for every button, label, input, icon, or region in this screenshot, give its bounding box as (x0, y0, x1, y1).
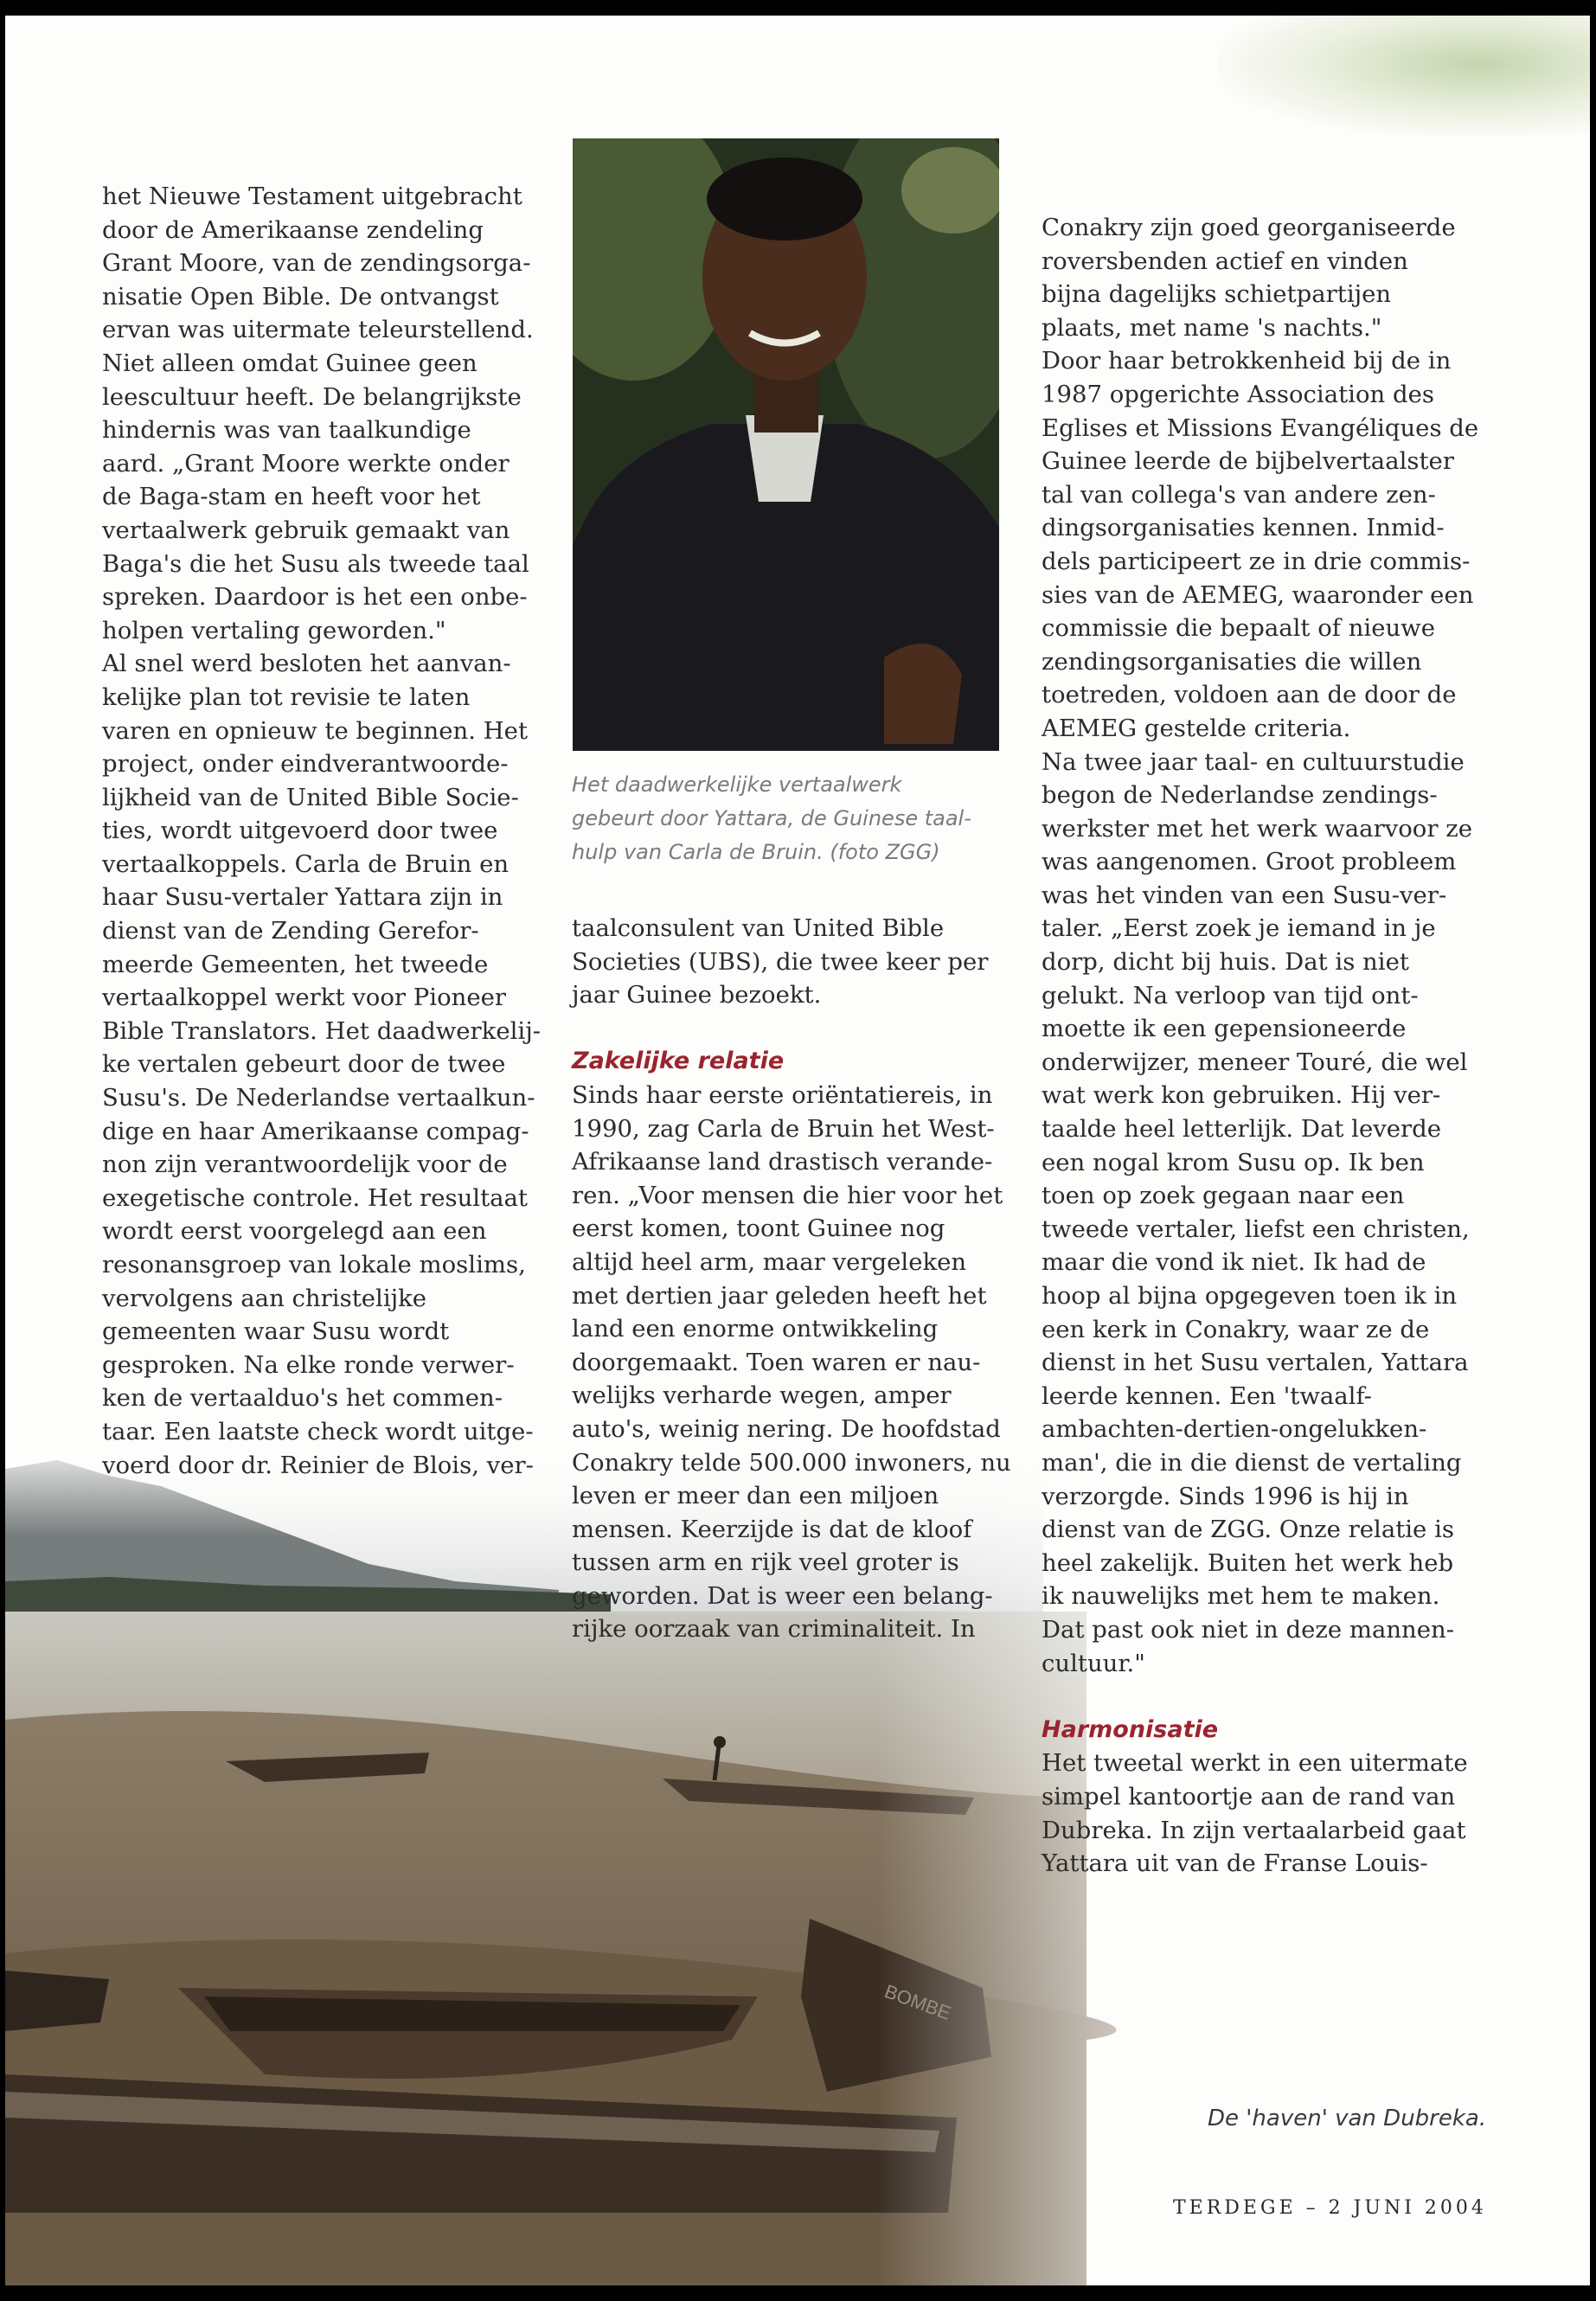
column-3-line: bijna dagelijks schietpartijen (1042, 280, 1392, 309)
column-3-line: dienst in het Susu vertalen, Yattara (1042, 1349, 1469, 1377)
paragraph-gap (1042, 1680, 1478, 1714)
column-1-line: Bible Translators. Het daadwerkelij- (102, 1016, 542, 1045)
column-1-line: resonansgroep van lokale moslims, (102, 1251, 526, 1279)
column-2-line: Sinds haar eerste oriëntatiereis, in (572, 1080, 993, 1109)
column-3-line: tweede vertaler, liefst een christen, (1042, 1215, 1470, 1243)
column-2-line: altijd heel arm, maar vergeleken (572, 1247, 967, 1276)
column-3-line: 1987 opgerichte Association des (1042, 380, 1434, 408)
column-2-line: Societies (UBS), die twee keer per (572, 947, 989, 976)
column-1-line: door de Amerikaanse zendeling (102, 215, 484, 244)
column-1-line: meerde Gemeenten, het tweede (102, 950, 489, 978)
column-1-line: dige en haar Amerikaanse compag- (102, 1117, 529, 1145)
column-1-line: ken de vertaalduo's het commen- (102, 1384, 503, 1413)
column-3-line: gelukt. Na verloop van tijd ont- (1042, 981, 1419, 1009)
column-1-line: vertaalwerk gebruik gemaakt van (102, 516, 510, 544)
column-2-line: welijks verharde wegen, amper (572, 1381, 952, 1410)
portrait-photo-yattara (573, 138, 999, 751)
column-2-line: taalconsulent van United Bible (572, 914, 945, 942)
column-3-line: commissie die bepaalt of nieuwe (1042, 614, 1435, 643)
column-1-line: spreken. Daardoor is het een onbe- (102, 583, 528, 612)
column-1-line: Al snel werd besloten het aanvan- (102, 650, 511, 678)
column-3-line: een kerk in Conakry, waar ze de (1042, 1315, 1430, 1343)
column-2-line: eerst komen, toont Guinee nog (572, 1215, 945, 1243)
column-3-line: dingsorganisaties kennen. Inmid- (1042, 514, 1445, 542)
column-3-line: cultuur." (1042, 1649, 1145, 1677)
column-3-line: Dat past ook niet in deze mannen- (1042, 1615, 1455, 1644)
column-3-line: taalde heel letterlijk. Dat leverde (1042, 1115, 1442, 1144)
column-3-line: onderwijzer, meneer Touré, die wel (1042, 1048, 1468, 1076)
harbour-photo-caption: De 'haven' van Dubreka. (1208, 2106, 1487, 2131)
foliage-decoration (1218, 16, 1590, 137)
photo-caption (572, 768, 1004, 869)
column-1-line: aard. „Grant Moore werkte onder (102, 449, 510, 478)
column-2-line: tussen arm en rijk veel groter is (572, 1548, 959, 1577)
column-1-line: hindernis was van taalkundige (102, 416, 471, 445)
column-1-line: ties, wordt uitgevoerd door twee (102, 817, 498, 845)
paragraph-gap (572, 1012, 1011, 1046)
column-3-line: Yattara uit van de Franse Louis- (1042, 1849, 1428, 1878)
caption-line: gebeurt door Yattara, de Guinese taal- (572, 806, 971, 830)
column-3-line: zendingsorganisaties die willen (1042, 647, 1422, 676)
column-1-line: haar Susu-vertaler Yattara zijn in (102, 883, 503, 912)
column-3-line: Guinee leerde de bijbelvertaalster (1042, 447, 1454, 476)
column-3-line: begon de Nederlandse zendings- (1042, 781, 1438, 810)
column-2 (572, 912, 1011, 1646)
magazine-page (5, 16, 1590, 2285)
column-1-line: varen en opnieuw te beginnen. Het (102, 716, 529, 745)
column-3-line: taler. „Eerst zoek je iemand in je (1042, 914, 1436, 943)
column-3-line: AEMEG gestelde criteria. (1042, 714, 1351, 742)
portrait-image (573, 138, 999, 751)
column-3-line: simpel kantoortje aan de rand van (1042, 1782, 1456, 1811)
column-3-line: tal van collega's van andere zen- (1042, 480, 1436, 509)
section-heading-harmonisatie: Harmonisatie (1042, 1715, 1219, 1743)
column-1-line: holpen vertaling geworden." (102, 616, 446, 644)
column-3-line: was het vinden van een Susu-ver- (1042, 881, 1447, 909)
column-2-line: mensen. Keerzijde is dat de kloof (572, 1515, 972, 1543)
column-1-line: vertaalkoppels. Carla de Bruin en (102, 849, 510, 878)
column-1-line: kelijke plan tot revisie te laten (102, 683, 471, 711)
column-2-line: land een enorme ontwikkeling (572, 1315, 939, 1343)
column-2-line: ren. „Voor mensen die hier voor het (572, 1181, 1003, 1209)
column-1-line: taar. Een laatste check wordt uitge- (102, 1417, 534, 1445)
column-1 (102, 180, 541, 1482)
column-3-line: Dubreka. In zijn vertaalarbeid gaat (1042, 1816, 1466, 1844)
column-3-line: was aangenomen. Groot probleem (1042, 848, 1457, 876)
column-3-line: heel zakelijk. Buiten het werk heb (1042, 1548, 1454, 1577)
column-1-line: non zijn verantwoordelijk voor de (102, 1150, 508, 1179)
column-3-line: maar die vond ik niet. Ik had de (1042, 1248, 1426, 1277)
column-3-line: Na twee jaar taal- en cultuurstudie (1042, 747, 1465, 776)
column-1-line: project, onder eindverantwoorde- (102, 750, 509, 779)
column-3-line: plaats, met name 's nachts." (1042, 313, 1382, 342)
column-1-line: Baga's die het Susu als tweede taal (102, 549, 529, 578)
column-1-line: gemeenten waar Susu wordt (102, 1317, 450, 1346)
column-3-line: moette ik een gepensioneerde (1042, 1015, 1407, 1043)
column-1-line: gesproken. Na elke ronde verwer- (102, 1350, 515, 1379)
column-2-line: leven er meer dan een miljoen (572, 1482, 939, 1510)
column-3-line: hoop al bijna opgegeven toen ik in (1042, 1282, 1458, 1310)
column-2-line: auto's, weinig nering. De hoofdstad (572, 1414, 1001, 1443)
column-1-line: Grant Moore, van de zendingsorga- (102, 249, 531, 278)
column-1-line: het Nieuwe Testament uitgebracht (102, 183, 522, 210)
column-1-line: ervan was uitermate teleurstellend. (102, 316, 534, 344)
column-3 (1042, 211, 1478, 1881)
column-3-line: sies van de AEMEG, waaronder een (1042, 580, 1474, 609)
column-3-line: roversbenden actief en vinden (1042, 247, 1408, 275)
column-1-line: exegetische controle. Het resultaat (102, 1183, 528, 1212)
column-3-line: man', die in die dienst de vertaling (1042, 1448, 1462, 1477)
column-3-line: verzorgde. Sinds 1996 is hij in (1042, 1482, 1409, 1510)
column-1-line: voerd door dr. Reinier de Blois, ver- (102, 1451, 534, 1479)
column-3-line: toen op zoek gegaan naar een (1042, 1182, 1405, 1210)
column-3-line: dels participeert ze in drie commis- (1042, 547, 1471, 575)
column-1-line: vervolgens aan christelijke (102, 1284, 427, 1312)
column-1-line: ke vertalen gebeurt door de twee (102, 1050, 506, 1079)
column-2-line: doorgemaakt. Toen waren er nau- (572, 1348, 981, 1376)
column-3-line: werkster met het werk waarvoor ze (1042, 814, 1473, 843)
column-1-line: wordt eerst voorgelegd aan een (102, 1217, 487, 1246)
column-1-line: nisatie Open Bible. De ontvangst (102, 282, 499, 311)
column-2-line: rijke oorzaak van criminaliteit. In (572, 1615, 976, 1644)
column-2-line: Conakry telde 500.000 inwoners, nu (572, 1448, 1011, 1477)
column-3-line: toetreden, voldoen aan de door de (1042, 681, 1457, 709)
section-heading-zakelijke-relatie: Zakelijke relatie (572, 1048, 785, 1075)
column-2-line: 1990, zag Carla de Bruin het West- (572, 1114, 995, 1143)
column-1-line: de Baga-stam en heeft voor het (102, 483, 481, 511)
column-3-line: Door haar betrokkenheid bij de in (1042, 347, 1452, 375)
column-3-line: Eglises et Missions Evangéliques de (1042, 413, 1479, 442)
column-3-line: Conakry zijn goed georganiseerde (1042, 214, 1456, 241)
column-3-line: Het tweetal werkt in een uitermate (1042, 1749, 1468, 1778)
column-1-line: lijkheid van de United Bible Socie- (102, 783, 519, 811)
column-2-line: jaar Guinee bezoekt. (572, 981, 822, 1009)
column-3-line: ambachten-dertien-ongelukken- (1042, 1415, 1427, 1444)
column-1-line: dienst van de Zending Gerefor- (102, 917, 479, 945)
column-3-line: ik nauwelijks met hem te maken. (1042, 1582, 1440, 1611)
column-2-line: Afrikaanse land drastisch verande- (572, 1148, 993, 1176)
column-3-line: wat werk kon gebruiken. Hij ver- (1042, 1081, 1441, 1110)
column-1-line: leescultuur heeft. De belangrijkste (102, 382, 522, 411)
column-3-line: dienst van de ZGG. Onze relatie is (1042, 1516, 1454, 1544)
column-2-line: met dertien jaar geleden heeft het (572, 1281, 987, 1310)
column-1-line: vertaalkoppel werkt voor Pioneer (102, 984, 507, 1012)
page-footer: TERDEGE – 2 JUNI 2004 (1173, 2197, 1487, 2219)
column-3-line: leerde kennen. Een 'twaalf- (1042, 1381, 1372, 1410)
column-3-line: een nogal krom Susu op. Ik ben (1042, 1148, 1425, 1176)
boat-name-text: BOMBE (881, 1980, 954, 2024)
column-2-line: geworden. Dat is weer een belang- (572, 1581, 993, 1610)
column-1-line: Susu's. De Nederlandse vertaalkun- (102, 1084, 535, 1112)
column-1-line: Niet alleen omdat Guinee geen (102, 349, 478, 377)
column-3-line: dorp, dicht bij huis. Dat is niet (1042, 948, 1409, 977)
caption-line: hulp van Carla de Bruin. (foto ZGG) (572, 840, 940, 864)
caption-line: Het daadwerkelijke vertaalwerk (572, 772, 902, 797)
